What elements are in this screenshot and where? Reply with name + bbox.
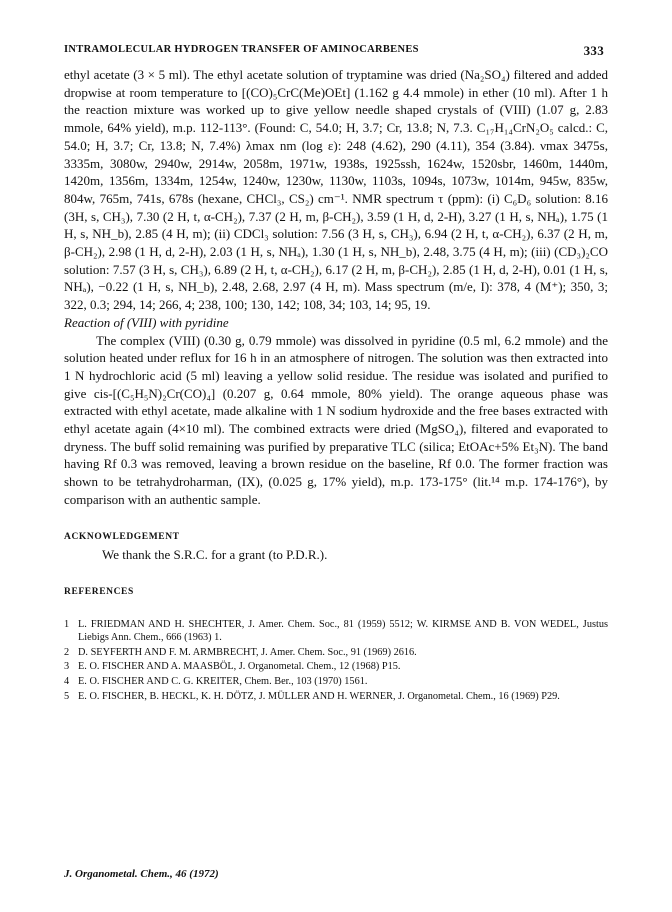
reference-item [64, 690, 608, 704]
reference-number: 2 [64, 646, 70, 658]
references-heading: REFERENCES [64, 586, 134, 597]
reference-text: E. O. FISCHER, B. HECKL, K. H. DÖTZ, J. MÜLLER AND H. WERNER, J. Organometal. Chem., 16 (1969) P29. [78, 690, 560, 702]
reference-number: 4 [64, 676, 70, 688]
section-paragraph: The complex (VIII) (0.30 g, 0.79 mmole) was dissolved in pyridine (0.5 ml, 6.2 mmole) and the solution heated under reflux for 16 h in an atmosphere of nitrogen. The solution was then extracted into 1 N hydrochloric acid (5 ml) leaving a yellow solid residue. The residue was isolated and purified to give cis-[(C₅H₅N)₂Cr(CO)₄] (0.207 g, 0.64 mmole, 80% yield). The orange aqueous phase was extracted with ethyl acetate, made alkaline with 1 N sodium hydroxide and the free bases extracted with ethyl acetate again (4×10 ml). The combined extracts were dried (MgSO₄), filtered and evaporated to dryness. The buff solid remaining was purified by preparative TLC (silica; EtOAc+5% Et₃N). The band having Rf 0.3 was removed, leaving a brown residue on the baseline, Rf 0.0. The former fraction was shown to be tetrahydroharman, (IX), (0.025 g, 17% yield), m.p. 173-175° (lit.¹⁴ m.p. 174-176°), by comparison with an authentic sample. [64, 332, 608, 507]
reference-item [64, 646, 608, 660]
reference-list [64, 618, 608, 704]
section-title: Reaction of (VIII) with pyridine [64, 314, 229, 330]
experimental-paragraph: ethyl acetate (3 × 5 ml). The ethyl acetate solution of tryptamine was dried (Na₂SO₄) filtered and added dropwise at room temperature to [(CO)₅CrC(Me)OEt] (1.162 g 4.4 mmole) in ether (10 ml). After 1 h the reaction mixture was worked up to give yellow needle shaped crystals of (VIII) (1.07 g, 2.83 mmole, 64% yield), m.p. 112-113°. (Found: C, 54.0; H, 3.7; Cr, 13.8; N, 7.3. C₁₇H₁₄CrN₂O₅ calcd.: C, 54.0; H, 3.7; Cr, 13.8; N, 7.4%) λmax nm (log ε): 248 (4.62), 290 (4.11), 354 (3.84). νmax 3475s, 3335m, 3080w, 2940w, 2914w, 2058m, 1971w, 1938s, 1925ssh, 1624w, 1520sbr, 1460m, 1440m, 1420m, 1356m, 1334m, 1254w, 1240w, 1230w, 1130w, 1103s, 1094s, 1073w, 1014m, 945w, 835w, 804w, 765m, 741s, 678s (hexane, CHCl₃, CS₂) cm⁻¹. NMR spectrum τ (ppm): (i) C₆D₆ solution: 8.16 (3H, s, CH₃), 7.30 (2 H, t, α-CH₂), 7.37 (2 H, m, β-CH₂), 3.59 (1 H, d, 2-H), 3.27 (1 H, s, NHₐ), 1.75 (1 H, s, NH_b), 2.85 (4 H, m); (ii) CDCl₃ solution: 7.56 (3 H, s, CH₃), 6.94 (2 H, t, α-CH₂), 6.37 (2 H, m, β-CH₂), 2.98 (1 H, d, 2-H), 2.03 (1 H, s, NHₐ), 1.30 (1 H, s, NH_b), 2.48, 3.75 (4 H, m); (iii) (CD₃)₂CO solution: 7.57 (3 H, s, CH₃), 6.89 (2 H, t, α-CH₂), 6.17 (2 H, m, β-CH₂), 2.85 (1 H, d, 2-H), 0.01 (1 H, s, NHₐ), −0.22 (1 H, s, NH_b), 2.48, 2.68, 2.97 (4 H, m). Mass spectrum (m/e, I): 378, 4 (M⁺); 350, 3; 322, 0.3; 294, 14; 266, 4; 238, 100; 130, 142; 108, 34; 103, 14; 95, 19. [64, 67, 608, 313]
reference-number: 3 [64, 661, 70, 673]
reference-text: D. SEYFERTH AND F. M. ARMBRECHT, J. Amer. Chem. Soc., 91 (1969) 2616. [78, 646, 417, 658]
article-body [64, 66, 608, 704]
running-header [64, 44, 604, 60]
journal-footer: J. Organometal. Chem., 46 (1972) [64, 868, 219, 880]
reference-item [64, 675, 608, 689]
acknowledgement-heading: ACKNOWLEDGEMENT [64, 531, 180, 542]
reference-item [64, 618, 608, 645]
running-title: INTRAMOLECULAR HYDROGEN TRANSFER OF AMINOCARBENES [64, 44, 419, 55]
reference-number: 5 [64, 690, 70, 702]
acknowledgement-text: We thank the S.R.C. for a grant (to P.D.R.). [102, 547, 328, 563]
reference-number: 1 [64, 618, 70, 630]
reference-text: E. O. FISCHER AND C. G. KREITER, Chem. Ber., 103 (1970) 1561. [78, 676, 368, 688]
reference-text: L. FRIEDMAN AND H. SHECHTER, J. Amer. Chem. Soc., 81 (1959) 5512; W. KIRMSE AND B. VON WEDEL, Justus Liebigs Ann. Chem., 666 (1963) 1. [78, 618, 608, 644]
reference-item [64, 660, 608, 674]
reference-text: E. O. FISCHER AND A. MAASBÖL, J. Organometal. Chem., 12 (1968) P15. [78, 661, 401, 673]
page-number: 333 [583, 43, 604, 58]
